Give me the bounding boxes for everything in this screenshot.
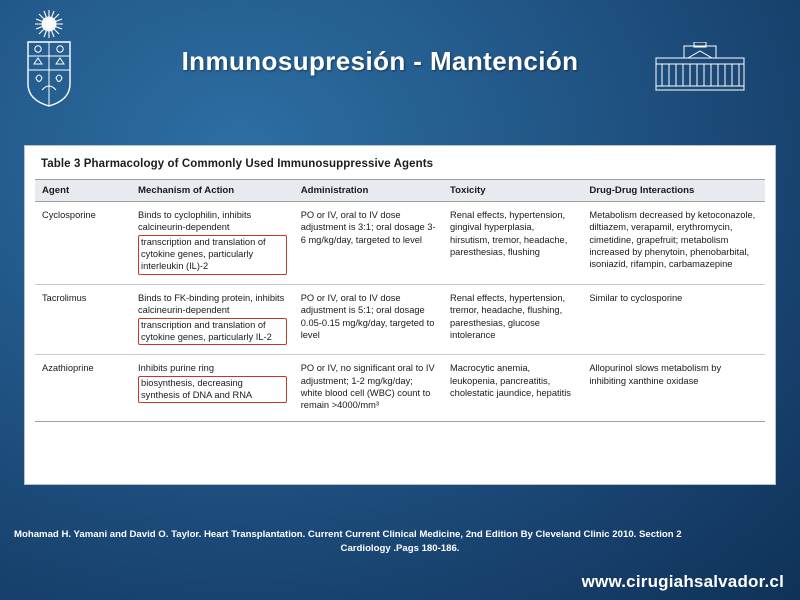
table-row (35, 284, 765, 354)
table-header-row (35, 180, 765, 202)
footer-url[interactable]: www.cirugiahsalvador.cl (581, 572, 784, 591)
university-crest-icon (18, 8, 80, 108)
cell-mechanism-highlight: transcription and translation of cytokine genes, particularly IL-2 (138, 318, 287, 346)
cell-administration: PO or IV, no significant oral to IV adjustment; 1-2 mg/kg/day; white blood cell (WBC) count to remain >4000/mm³ (294, 355, 443, 421)
cell-mechanism-highlight: biosynthesis, decreasing synthesis of DNA and RNA (138, 376, 287, 404)
cell-agent: Cyclosporine (35, 202, 131, 285)
cell-administration: PO or IV, oral to IV dose adjustment is 3:1; oral dosage 3-6 mg/kg/day, targeted to level (294, 202, 443, 285)
table-caption: Table 3 Pharmacology of Commonly Used Immunosuppressive Agents (41, 158, 434, 170)
citation-line-1: Mohamad H. Yamani and David O. Taylor. Heart Transplantation. Current Current Clinical Medicine, 2nd Edition By Cleveland Clinic 2010. Section 2 (14, 529, 682, 540)
cell-agent: Tacrolimus (35, 284, 131, 354)
cell-toxicity: Macrocytic anemia, leukopenia, pancreatitis, cholestatic jaundice, hepatitis (443, 355, 582, 421)
cell-administration: PO or IV, oral to IV dose adjustment is 5:1; oral dosage 0.05-0.15 mg/kg/day, targeted to level (294, 284, 443, 354)
building-logo-icon (654, 42, 746, 94)
column-header-mechanism: Mechanism of Action (131, 180, 294, 202)
cell-interactions: Metabolism decreased by ketoconazole, diltiazem, verapamil, erythromycin, cimetidine, grapefruit; metabolism increased by phenytoin, phenobarbital, isoniazid, rifampin, carbamazepine (582, 202, 765, 285)
table-row (35, 202, 765, 285)
cell-interactions: Similar to cyclosporine (582, 284, 765, 354)
cell-mechanism-highlight: transcription and translation of cytokine genes, particularly interleukin (IL)-2 (138, 235, 287, 275)
citation (12, 528, 788, 556)
table-row (35, 355, 765, 421)
cell-mechanism-plain: Binds to FK-binding protein, inhibits calcineurin-dependent (138, 292, 285, 316)
citation-line-2: Cardiology .Pags 180-186. (340, 542, 460, 554)
cell-mechanism (131, 202, 294, 285)
cell-toxicity: Renal effects, hypertension, tremor, headache, flushing, paresthesias, glucose intolerance (443, 284, 582, 354)
page-title: Inmunosupresión - Mantención (181, 46, 579, 76)
cell-mechanism-plain: Binds to cyclophilin, inhibits calcineurin-dependent (138, 210, 252, 233)
cell-mechanism-plain: Inhibits purine ring (138, 363, 214, 374)
pharmacology-table (35, 179, 765, 422)
column-header-toxicity: Toxicity (443, 180, 582, 202)
cell-toxicity: Renal effects, hypertension, gingival hyperplasia, hirsutism, tremor, headache, paresthesias, flushing (443, 202, 582, 285)
column-header-administration: Administration (294, 180, 443, 202)
cell-agent: Azathioprine (35, 355, 131, 421)
cell-mechanism (131, 284, 294, 354)
pharmacology-table-card (24, 145, 776, 485)
cell-interactions: Allopurinol slows metabolism by inhibiting xanthine oxidase (582, 355, 765, 421)
column-header-interactions: Drug-Drug Interactions (582, 180, 765, 202)
column-header-agent: Agent (35, 180, 131, 202)
cell-mechanism (131, 355, 294, 421)
